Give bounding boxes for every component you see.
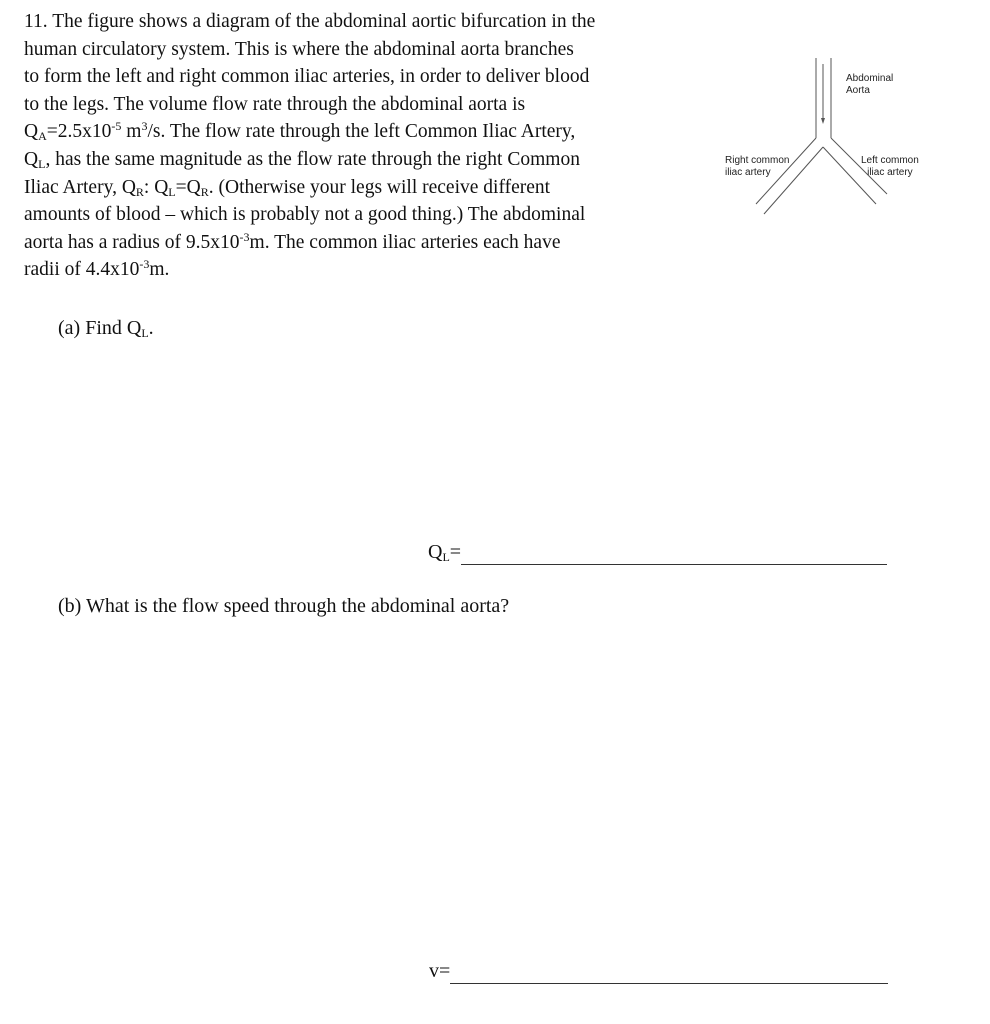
problem-line-3: to form the left and right common iliac arteries, in order to deliver blood	[24, 66, 590, 88]
part-a-answer-label: $Q_L=$	[428, 541, 462, 564]
part-a-answer-row	[428, 539, 887, 565]
problem-line-2: human circulatory system. This is where the abdominal aorta branches	[24, 38, 574, 60]
part-a-answer-blank[interactable]	[461, 546, 887, 565]
part-a-prompt: (a) Find $Q_L$.	[58, 317, 154, 340]
abdominal-aorta-label: Abdominal Aorta	[846, 73, 894, 96]
problem-number: 11.	[24, 11, 48, 32]
problem-line-5: $Q_A=2.5x10^{-5}$ $m^3/s$. The flow rate through the left Common Iliac Artery,	[24, 119, 576, 144]
right-common-iliac-label: Right common iliac artery	[725, 155, 790, 178]
problem-line-9: aorta has a radius of $9.5x10^{-3}m$. The common iliac arteries each have	[24, 229, 561, 253]
problem-line-1: 11. The figure shows a diagram of the abdominal aortic bifurcation in the	[24, 11, 596, 32]
aortic-bifurcation-diagram	[718, 54, 938, 219]
part-b-answer-row	[429, 958, 888, 984]
part-b-answer-label: v=	[429, 960, 451, 982]
left-common-iliac-label: Left common iliac artery	[861, 155, 919, 178]
problem-line-6: $Q_L$, has the same magnitude as the flow rate through the right Common	[24, 148, 580, 171]
bifurcation-drawing	[718, 54, 938, 219]
problem-line-7: Iliac Artery, $Q_R$: $Q_L=Q_R$. (Otherwise your legs will receive different	[24, 176, 551, 199]
problem-line-4: to the legs. The volume flow rate through the abdominal aorta is	[24, 93, 526, 115]
problem-line-8: amounts of blood – which is probably not a good thing.) The abdominal	[24, 204, 586, 226]
flow-arrow-head	[821, 118, 825, 124]
problem-statement	[24, 8, 704, 284]
part-b-prompt: (b) What is the flow speed through the abdominal aorta?	[58, 595, 510, 617]
problem-line-10: radii of $4.4x10^{-3}m$.	[24, 257, 170, 281]
part-b-answer-blank[interactable]	[450, 965, 888, 984]
